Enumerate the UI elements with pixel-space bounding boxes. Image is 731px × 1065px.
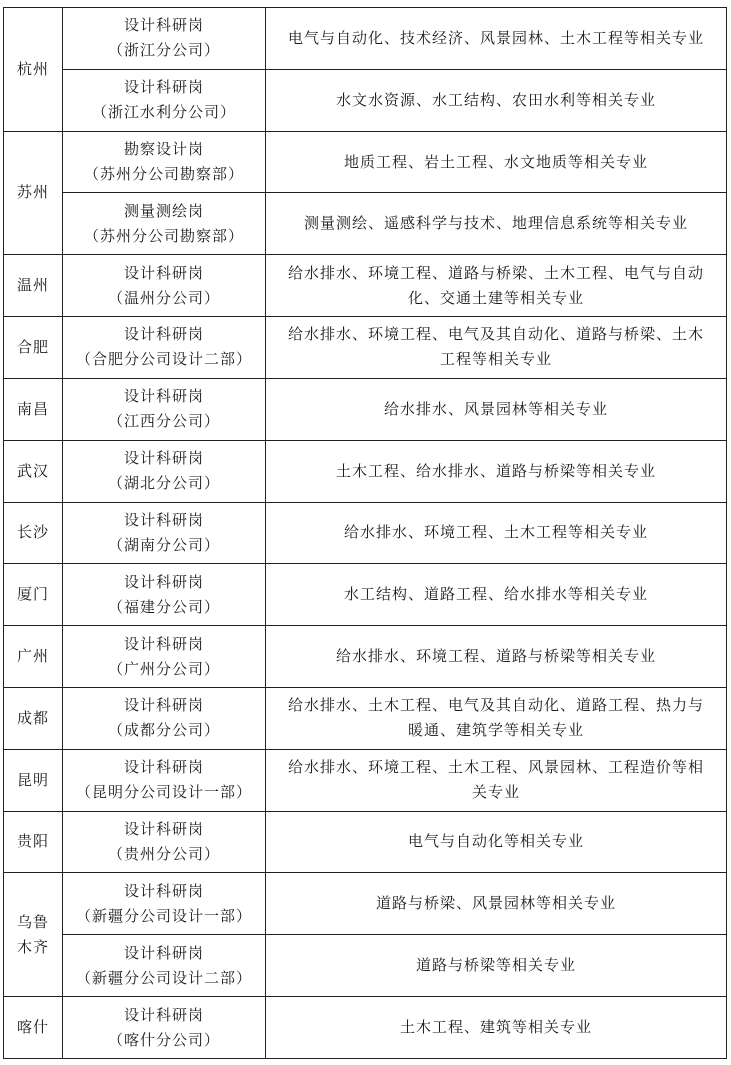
position-cell: 设计科研岗 （成都分公司） bbox=[63, 687, 266, 749]
city-cell: 乌鲁 木齐 bbox=[4, 873, 63, 997]
city-cell: 广州 bbox=[4, 626, 63, 688]
table-row bbox=[4, 811, 727, 873]
position-cell: 设计科研岗 （合肥分公司设计二部） bbox=[63, 317, 266, 379]
position-cell: 设计科研岗 （新疆分公司设计一部） bbox=[63, 873, 266, 935]
position-cell: 设计科研岗 （湖南分公司） bbox=[63, 502, 266, 564]
major-cell: 给水排水、环境工程、道路与桥梁等相关专业 bbox=[266, 626, 727, 688]
major-cell: 道路与桥梁等相关专业 bbox=[266, 935, 727, 997]
major-cell: 给水排水、土木工程、电气及其自动化、道路工程、热力与 暖通、建筑学等相关专业 bbox=[266, 687, 727, 749]
major-cell: 给水排水、环境工程、电气及其自动化、道路与桥梁、土木 工程等相关专业 bbox=[266, 317, 727, 379]
position-cell: 设计科研岗 （湖北分公司） bbox=[63, 440, 266, 502]
table-row bbox=[4, 378, 727, 440]
position-cell: 设计科研岗 （昆明分公司设计一部） bbox=[63, 749, 266, 811]
city-cell: 喀什 bbox=[4, 997, 63, 1059]
major-cell: 给水排水、环境工程、土木工程、风景园林、工程造价等相 关专业 bbox=[266, 749, 727, 811]
major-cell: 土木工程、给水排水、道路与桥梁等相关专业 bbox=[266, 440, 727, 502]
position-cell: 测量测绘岗 （苏州分公司勘察部） bbox=[63, 193, 266, 255]
major-cell: 道路与桥梁、风景园林等相关专业 bbox=[266, 873, 727, 935]
city-cell: 温州 bbox=[4, 255, 63, 317]
major-cell: 地质工程、岩土工程、水文地质等相关专业 bbox=[266, 131, 727, 193]
city-cell: 贵阳 bbox=[4, 811, 63, 873]
major-cell: 土木工程、建筑等相关专业 bbox=[266, 997, 727, 1059]
table-row bbox=[4, 131, 727, 193]
position-cell: 设计科研岗 （温州分公司） bbox=[63, 255, 266, 317]
city-cell: 杭州 bbox=[4, 8, 63, 132]
table-row bbox=[4, 193, 727, 255]
position-cell: 设计科研岗 （贵州分公司） bbox=[63, 811, 266, 873]
table-row bbox=[4, 69, 727, 131]
position-cell: 设计科研岗 （江西分公司） bbox=[63, 378, 266, 440]
position-cell: 勘察设计岗 （苏州分公司勘察部） bbox=[63, 131, 266, 193]
position-cell: 设计科研岗 （浙江分公司） bbox=[63, 8, 266, 70]
major-cell: 电气与自动化等相关专业 bbox=[266, 811, 727, 873]
table-row bbox=[4, 935, 727, 997]
major-cell: 给水排水、环境工程、土木工程等相关专业 bbox=[266, 502, 727, 564]
table-row bbox=[4, 255, 727, 317]
table-row bbox=[4, 440, 727, 502]
major-cell: 水工结构、道路工程、给水排水等相关专业 bbox=[266, 564, 727, 626]
city-cell: 成都 bbox=[4, 687, 63, 749]
position-cell: 设计科研岗 （浙江水利分公司） bbox=[63, 69, 266, 131]
recruitment-table bbox=[3, 7, 727, 1059]
major-cell: 给水排水、风景园林等相关专业 bbox=[266, 378, 727, 440]
city-cell: 昆明 bbox=[4, 749, 63, 811]
city-cell: 武汉 bbox=[4, 440, 63, 502]
city-cell: 南昌 bbox=[4, 378, 63, 440]
major-cell: 测量测绘、遥感科学与技术、地理信息系统等相关专业 bbox=[266, 193, 727, 255]
table-row bbox=[4, 873, 727, 935]
major-cell: 水文水资源、水工结构、农田水利等相关专业 bbox=[266, 69, 727, 131]
position-cell: 设计科研岗 （喀什分公司） bbox=[63, 997, 266, 1059]
table-row bbox=[4, 687, 727, 749]
table-row bbox=[4, 8, 727, 70]
major-cell: 给水排水、环境工程、道路与桥梁、土木工程、电气与自动 化、交通土建等相关专业 bbox=[266, 255, 727, 317]
table-row bbox=[4, 317, 727, 379]
position-cell: 设计科研岗 （新疆分公司设计二部） bbox=[63, 935, 266, 997]
city-cell: 长沙 bbox=[4, 502, 63, 564]
table-row bbox=[4, 997, 727, 1059]
position-cell: 设计科研岗 （福建分公司） bbox=[63, 564, 266, 626]
city-cell: 合肥 bbox=[4, 317, 63, 379]
table-row bbox=[4, 626, 727, 688]
city-cell: 苏州 bbox=[4, 131, 63, 255]
position-cell: 设计科研岗 （广州分公司） bbox=[63, 626, 266, 688]
table-row bbox=[4, 502, 727, 564]
city-cell: 厦门 bbox=[4, 564, 63, 626]
table-row bbox=[4, 749, 727, 811]
table-row bbox=[4, 564, 727, 626]
major-cell: 电气与自动化、技术经济、风景园林、土木工程等相关专业 bbox=[266, 8, 727, 70]
